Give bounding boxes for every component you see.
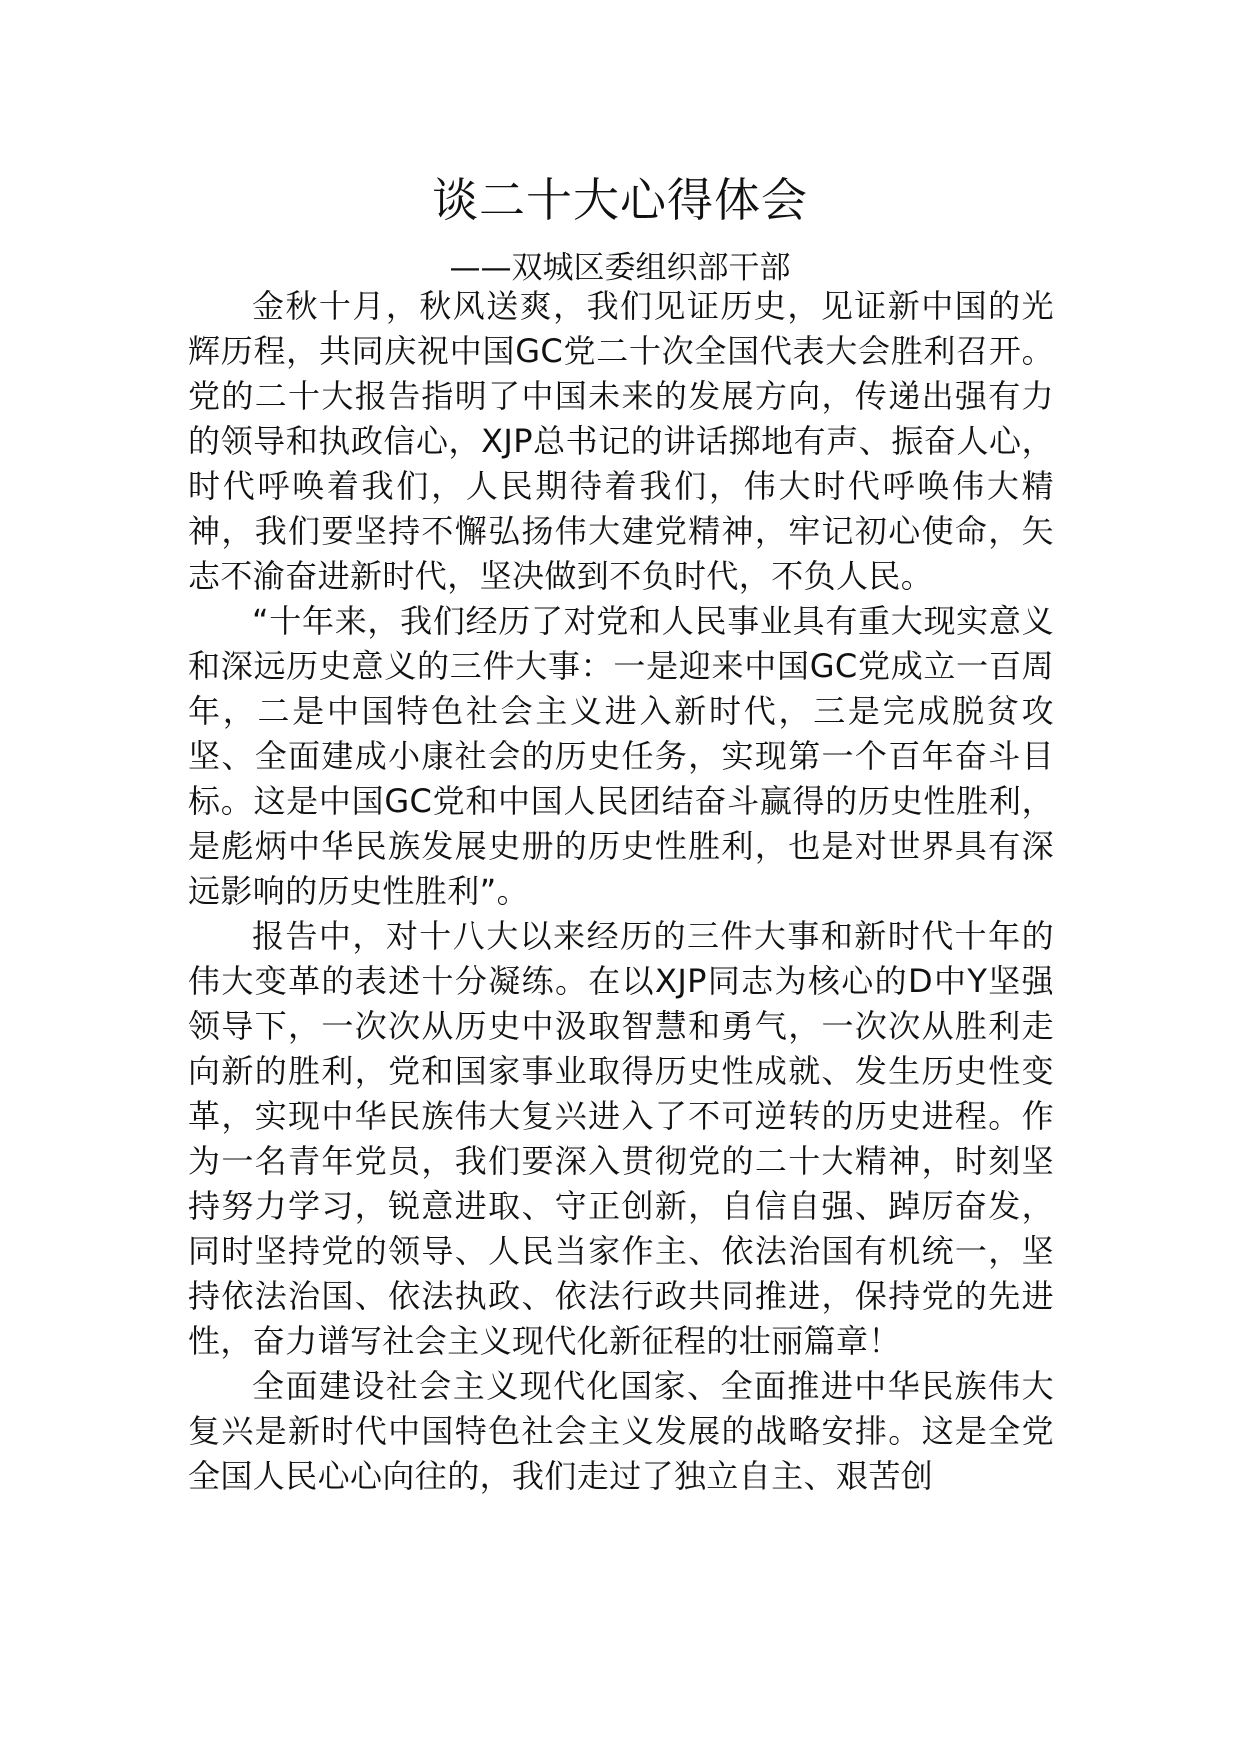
paragraph-1: 金秋十月，秋风送爽，我们见证历史，见证新中国的光辉历程，共同庆祝中国GC党二十次全国代表大会胜利召开。党的二十大报告指明了中国未来的发展方向，传递出强有力的领导和执政信心，XJP总书记的讲话掷地有声、振奋人心，时代呼唤着我们，人民期待着我们，伟大时代呼唤伟大精神，我们要坚持不懈弘扬伟大建党精神，牢记初心使命，矢志不渝奋进新时代，坚决做到不负时代，不负人民。 (188, 287, 1054, 595)
paragraph-2: “十年来，我们经历了对党和人民事业具有重大现实意义和深远历史意义的三件大事：一是迎来中国GC党成立一百周年，二是中国特色社会主义进入新时代，三是完成脱贫攻坚、全面建成小康社会的历史任务，实现第一个百年奋斗目标。这是中国GC党和中国人民团结奋斗赢得的历史性胜利，是彪炳中华民族发展史册的历史性胜利，也是对世界具有深远影响的历史性胜利”。 (188, 602, 1054, 910)
document-subtitle: ——双城区委组织部干部 (449, 250, 791, 286)
document-body (188, 284, 1054, 1499)
paragraph-4: 全面建设社会主义现代化国家、全面推进中华民族伟大复兴是新时代中国特色社会主义发展的战略安排。这是全党全国人民心心向往的，我们走过了独立自主、艰苦创 (188, 1367, 1054, 1495)
paragraph-3: 报告中，对十八大以来经历的三件大事和新时代十年的伟大变革的表述十分凝练。在以XJP同志为核心的D中Y坚强领导下，一次次从历史中汲取智慧和勇气，一次次从胜利走向新的胜利，党和国家事业取得历史性成就、发生历史性变革，实现中华民族伟大复兴进入了不可逆转的历史进程。作为一名青年党员，我们要深入贯彻党的二十大精神，时刻坚持努力学习，锐意进取、守正创新，自信自强、踔厉奋发，同时坚持党的领导、人民当家作主、依法治国有机统一，坚持依法治国、依法执政、依法行政共同推进，保持党的先进性，奋力谱写社会主义现代化新征程的壮丽篇章！ (188, 917, 1054, 1360)
document-title: 谈二十大心得体会 (432, 173, 808, 227)
